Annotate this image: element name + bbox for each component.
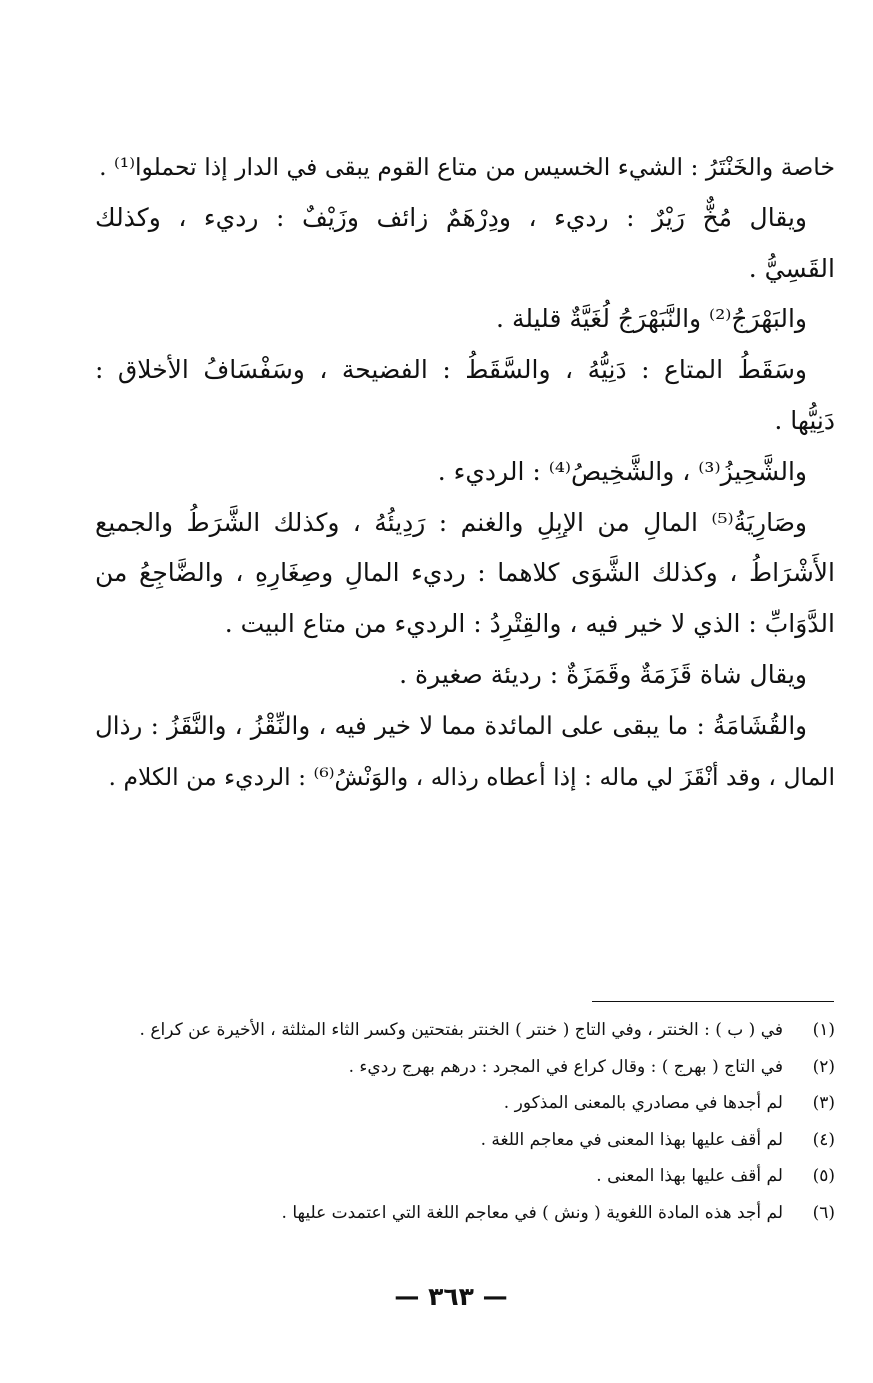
text-line: دَنِيُّها . [774, 405, 835, 435]
footnote-text: لم أقف عليها بهذا المعنى . [596, 1166, 783, 1186]
text-line: وسَقَطُ المتاع : دَنِيُّهُ ، والسَّقَطُ : الفضيحة ، وسَفْسَافُ الأخلاق : [95, 355, 807, 385]
text-line: القَسِيُّ . [748, 253, 835, 283]
text-line: والشَّحِيزُ⁽³⁾ ، والشَّخِيصُ⁽⁴⁾ : الرديء . [437, 456, 807, 486]
footnote [90, 1122, 835, 1159]
text-line: وصَارِيَةُ⁽⁵⁾ المالِ من الإبِلِ والغنم : رَدِيئُهُ ، وكذلك الشَّرَطُ والجميع [95, 507, 807, 537]
text-line: الدَّوَابِّ : الذي لا خير فيه ، والقِتْرِدُ : الرديء من متاع البيت . [224, 609, 835, 639]
footnote-text: لم أجد هذه المادة اللغوية ( ونش ) في معاجم اللغة التي اعتمدت عليها . [281, 1202, 783, 1223]
footnotes [90, 1012, 835, 1231]
footnote [90, 1012, 835, 1049]
footnote [90, 1085, 835, 1122]
main-text [95, 142, 835, 802]
text-line: والبَهْرَجُ⁽²⁾ والنَّبَهْرَجُ لُغَيَّةٌ قليلة . [496, 304, 807, 334]
footnote-number: (٦) [812, 1202, 835, 1223]
footnote-text: لم أقف عليها بهذا المعنى في معاجم اللغة . [480, 1129, 783, 1150]
footnote [90, 1049, 835, 1086]
footnote-number: (٥) [812, 1166, 835, 1186]
text-line: ويقال مُخٌّ رَيْرٌ : رديء ، ودِرْهَمٌ زائف وزَيْفٌ : رديء ، وكذلك [95, 202, 807, 232]
text-line: الأَشْرَاطُ ، وكذلك الشَّوَى كلاهما : رديء المالِ وصِغَارِهِ ، والضَّاجِعُ من [95, 558, 835, 588]
footnote-number: (١) [812, 1020, 835, 1040]
text-line: ويقال شاة قَزَمَةٌ وقَمَزَةٌ : رديئة صغيرة . [399, 659, 807, 689]
text-line: خاصة والخَنْتَرُ : الشيء الخسيس من متاع القوم يبقى في الدار إذا تحملوا⁽¹⁾ . [99, 153, 835, 181]
footnote-text: في التاج ( بهرج ) : وقال كراع في المجرد : درهم بهرج رديء . [348, 1056, 783, 1077]
text-line: والقُشَامَةُ : ما يبقى على المائدة مما لا خير فيه ، والنِّقْزُ ، والنَّقَزُ : رذال [95, 710, 807, 740]
footnote-number: (٤) [812, 1129, 835, 1150]
footnote-number: (٣) [812, 1093, 835, 1113]
footnote [90, 1158, 835, 1195]
page-number: — ٣٦٣ — [394, 1282, 508, 1311]
footnote-text: في ( ب ) : الخنتر ، وفي التاج ( خنتر ) الخنتر بفتحتين وكسر الثاء المثلثة ، الأخيرة عن كراع . [139, 1020, 783, 1040]
footnote-text: لم أجدها في مصادري بالمعنى المذكور . [503, 1093, 783, 1113]
footnote-number: (٢) [812, 1056, 835, 1077]
footnote [90, 1195, 835, 1232]
footnote-separator-rule [592, 1001, 834, 1002]
text-line: المال ، وقد أنْقَزَ لي ماله : إذا أعطاه رذاله ، والوَنْشُ⁽⁶⁾ : الرديء من الكلام . [108, 762, 835, 791]
